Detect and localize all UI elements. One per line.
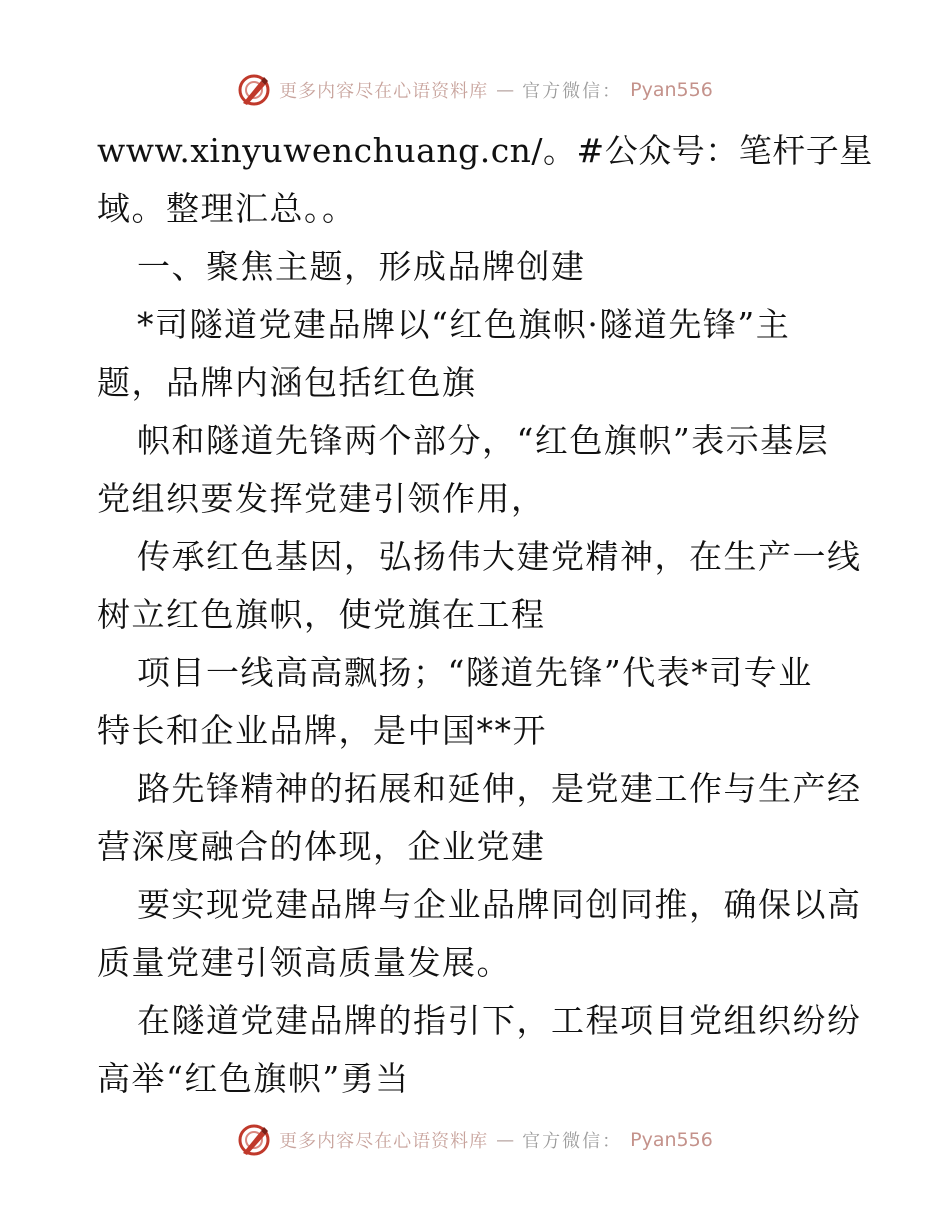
watermark-dash: — xyxy=(496,79,515,101)
text-line: 高举“红色旗帜”勇当 xyxy=(97,1059,410,1098)
document-body xyxy=(97,122,873,1108)
text-line: 质量党建引领高质量发展。 xyxy=(97,943,511,982)
watermark-label: 官方微信： xyxy=(522,81,623,102)
footer-watermark xyxy=(0,1120,950,1160)
watermark-site-text: 更多内容尽在心语资料库 xyxy=(279,81,489,102)
pen-logo-icon xyxy=(237,73,271,107)
text-line: *司隧道党建品牌以“红色旗帜·隧道先锋”主 xyxy=(137,305,791,344)
text-line: 帜和隧道先锋两个部分，“红色旗帜”表示基层 xyxy=(137,421,830,460)
text-line: 党组织要发挥党建引领作用， xyxy=(97,479,546,518)
text-line: 项目一线高高飘扬；“隧道先锋”代表*司专业 xyxy=(137,653,813,692)
text-line: 在隧道党建品牌的指引下，工程项目党组织纷纷 xyxy=(137,1001,862,1040)
pen-logo-icon xyxy=(237,1123,271,1157)
header-watermark xyxy=(0,70,950,110)
section-heading: 一、聚焦主题，形成品牌创建 xyxy=(137,247,586,286)
watermark-dash: — xyxy=(496,1129,515,1151)
text-line: 要实现党建品牌与企业品牌同创同推，确保以高 xyxy=(137,885,862,924)
text-line: 特长和企业品牌，是中国**开 xyxy=(97,711,547,750)
watermark-wechat-id: Pyan556 xyxy=(630,1129,713,1151)
text-line: www.xinyuwenchuang.cn/。#公众号：笔杆子星 xyxy=(97,131,873,170)
text-line: 域。整理汇总。。 xyxy=(97,189,357,228)
watermark-wechat-id: Pyan556 xyxy=(630,79,713,101)
text-line: 题，品牌内涵包括红色旗 xyxy=(97,363,477,402)
watermark-site-text: 更多内容尽在心语资料库 xyxy=(279,1131,489,1152)
watermark-label: 官方微信： xyxy=(522,1131,623,1152)
text-line: 营深度融合的体现，企业党建 xyxy=(97,827,546,866)
text-line: 树立红色旗帜，使党旗在工程 xyxy=(97,595,546,634)
text-line: 路先锋精神的拓展和延伸，是党建工作与生产经 xyxy=(137,769,862,808)
text-line: 传承红色基因，弘扬伟大建党精神，在生产一线 xyxy=(137,537,862,576)
